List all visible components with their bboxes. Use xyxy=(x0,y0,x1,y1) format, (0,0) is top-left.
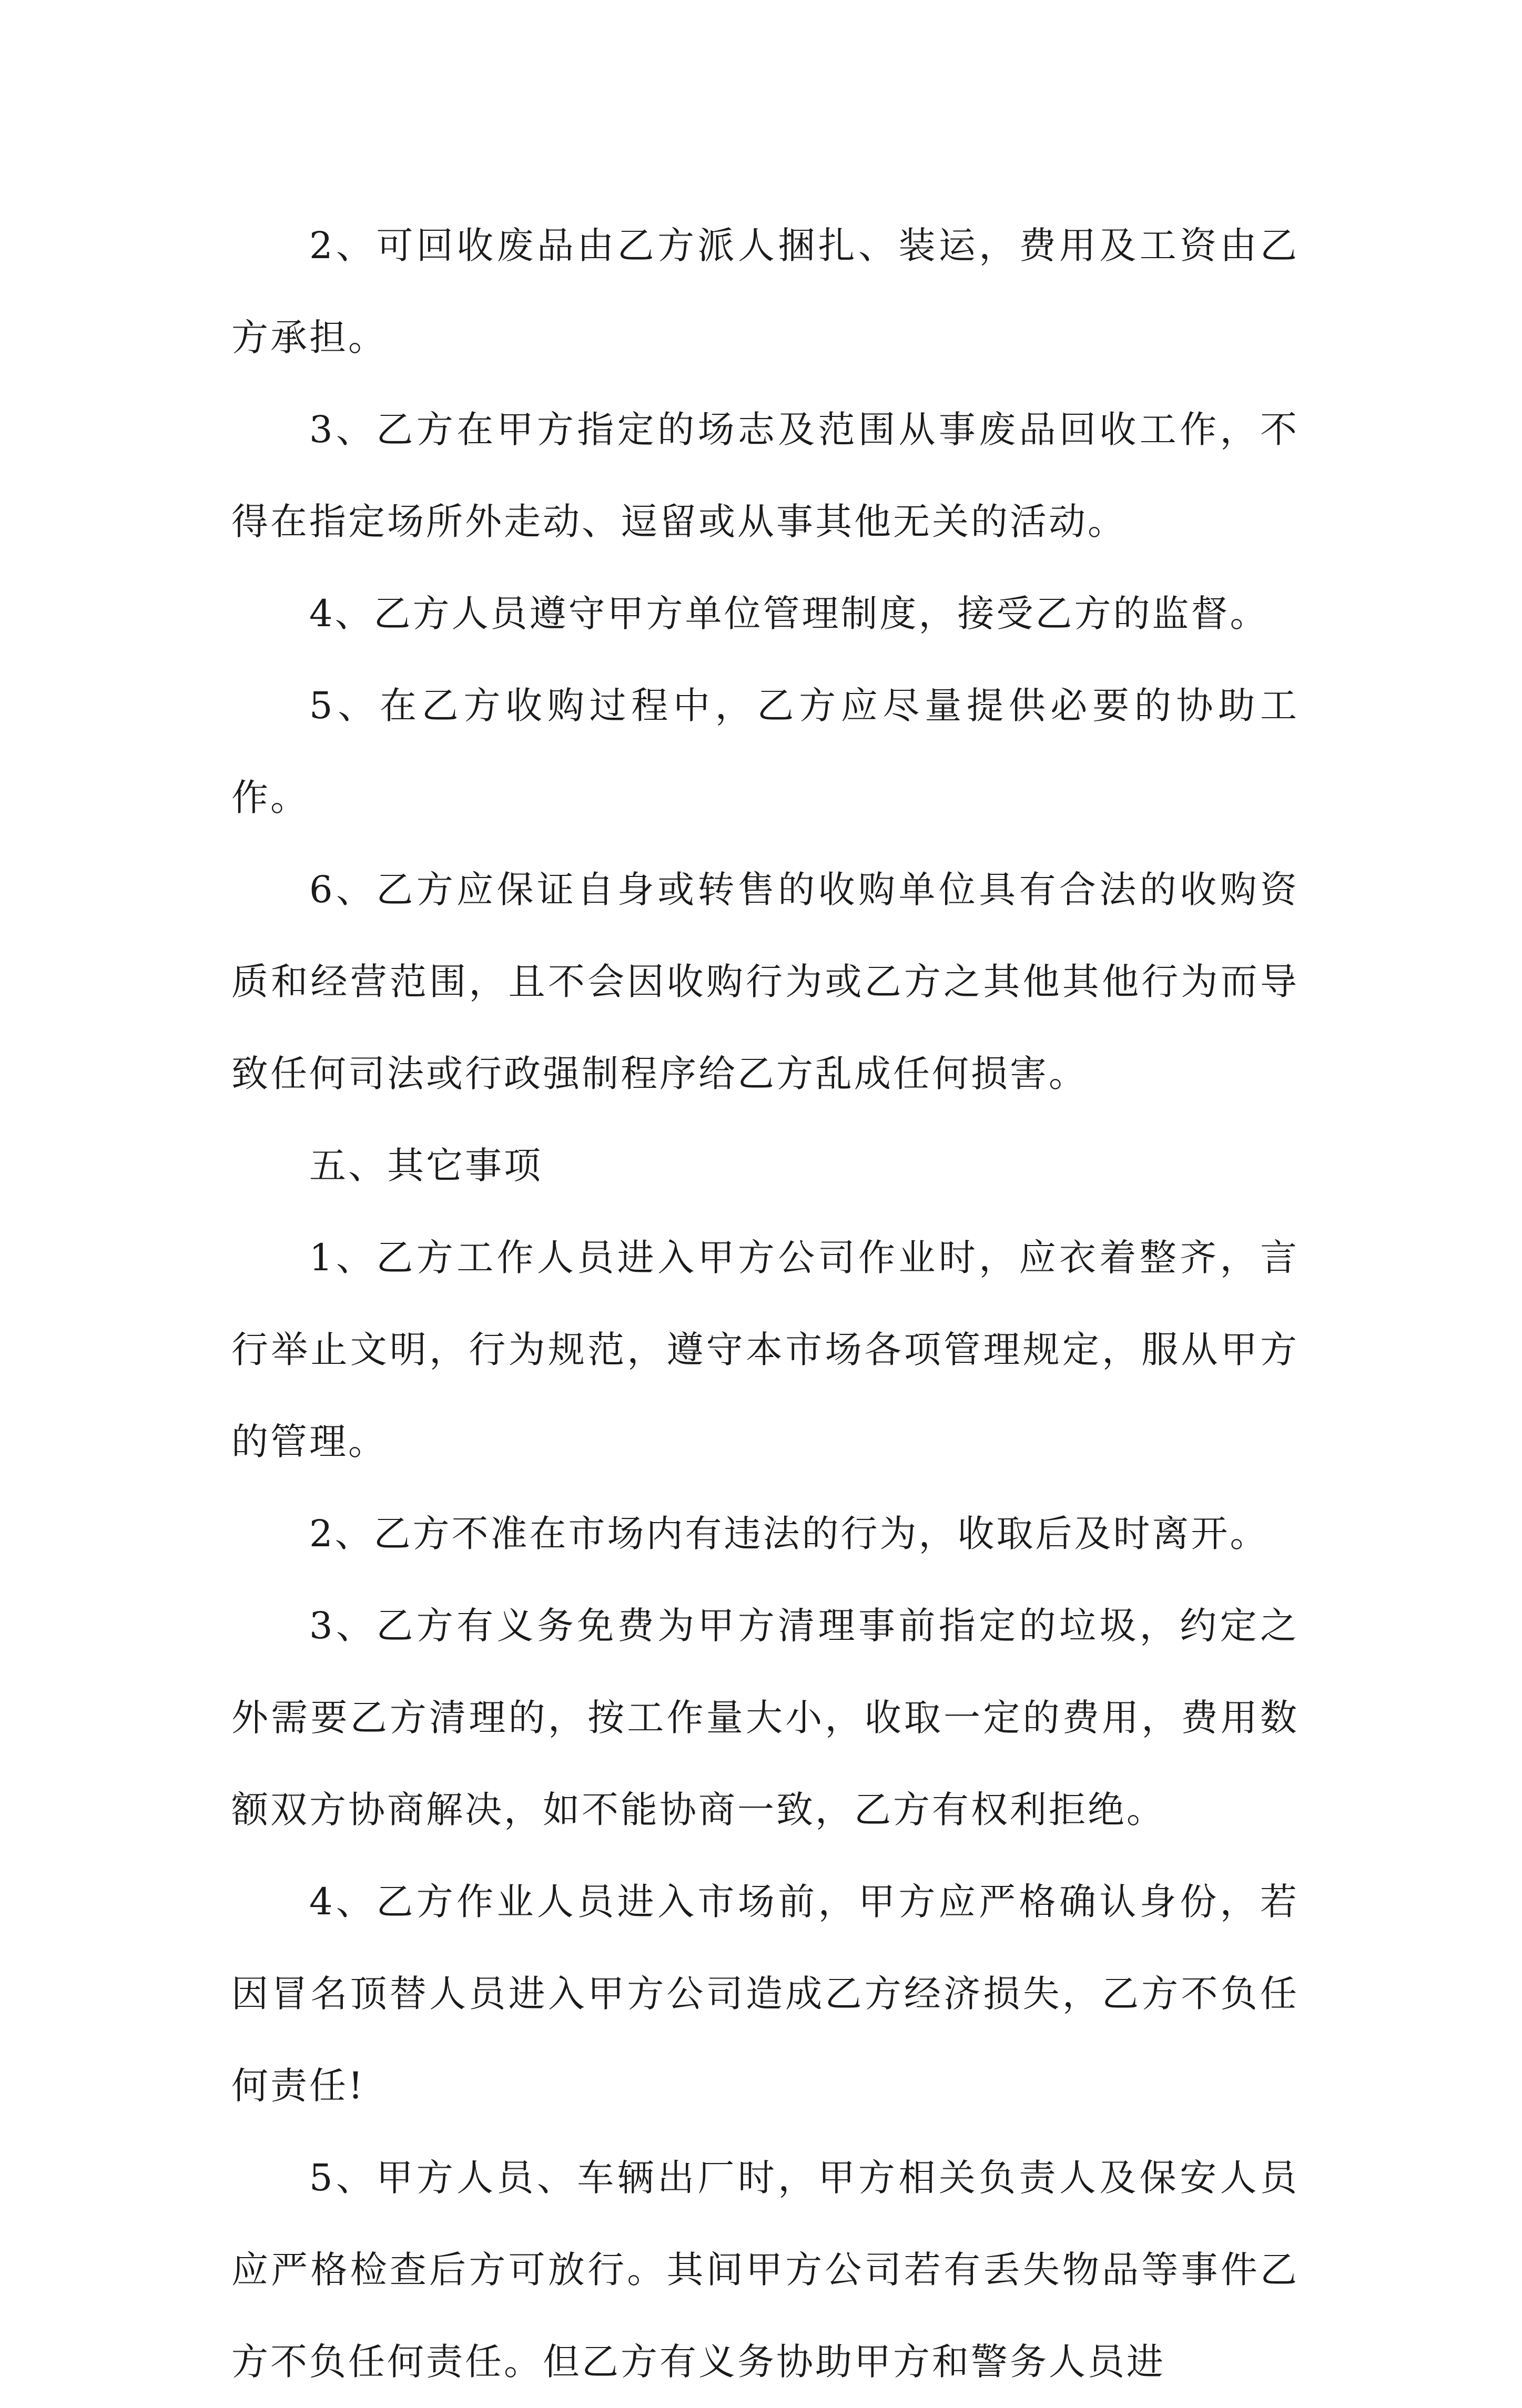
paragraph-other-2-no-illegal: 2、乙方不准在市场内有违法的行为，收取后及时离开。 xyxy=(309,1512,1269,1555)
paragraph-item-4-management-rules: 4、乙方人员遵守甲方单位管理制度，接受乙方的监督。 xyxy=(309,592,1269,635)
paragraph-other-1-conduct: 1、乙方工作人员进入甲方公司作业时，应衣着整齐，言行举止文明，行为规范，遵守本市场各项管理规定，服从甲方的管理。 xyxy=(231,1236,1299,1463)
paragraph-item-6-qualification: 6、乙方应保证自身或转售的收购单位具有合法的收购资质和经营范围，且不会因收购行为或乙方之其他其他行为而导致任何司法或行政强制程序给乙方乱成任何损害。 xyxy=(231,868,1299,1095)
paragraph-item-5-assistance: 5、在乙方收购过程中，乙方应尽量提供必要的协助工作。 xyxy=(231,684,1299,819)
paragraph-other-5-inspection: 5、甲方人员、车辆出厂时，甲方相关负责人及保安人员应严格检查后方可放行。其间甲方公司若有丢失物品等事件乙方不负任何责任。但乙方有义务协助甲方和警务人员进 xyxy=(231,2156,1299,2383)
paragraph-other-4-identity: 4、乙方作业人员进入市场前，甲方应严格确认身份，若因冒名顶替人员进入甲方公司造成乙方经济损失，乙方不负任何责任! xyxy=(231,1880,1299,2107)
document-body xyxy=(231,200,1299,2408)
paragraph-item-3-designated-area: 3、乙方在甲方指定的场志及范围从事废品回收工作，不得在指定场所外走动、逗留或从事其他无关的活动。 xyxy=(231,408,1299,543)
section-heading-other-matters: 五、其它事项 xyxy=(309,1144,543,1187)
paragraph-item-2-recycling-labor: 2、可回收废品由乙方派人捆扎、装运，费用及工资由乙方承担。 xyxy=(231,224,1299,359)
paragraph-other-3-cleanup: 3、乙方有义务免费为甲方清理事前指定的垃圾，约定之外需要乙方清理的，按工作量大小，收取一定的费用，费用数额双方协商解决，如不能协商一致，乙方有权利拒绝。 xyxy=(231,1604,1299,1831)
